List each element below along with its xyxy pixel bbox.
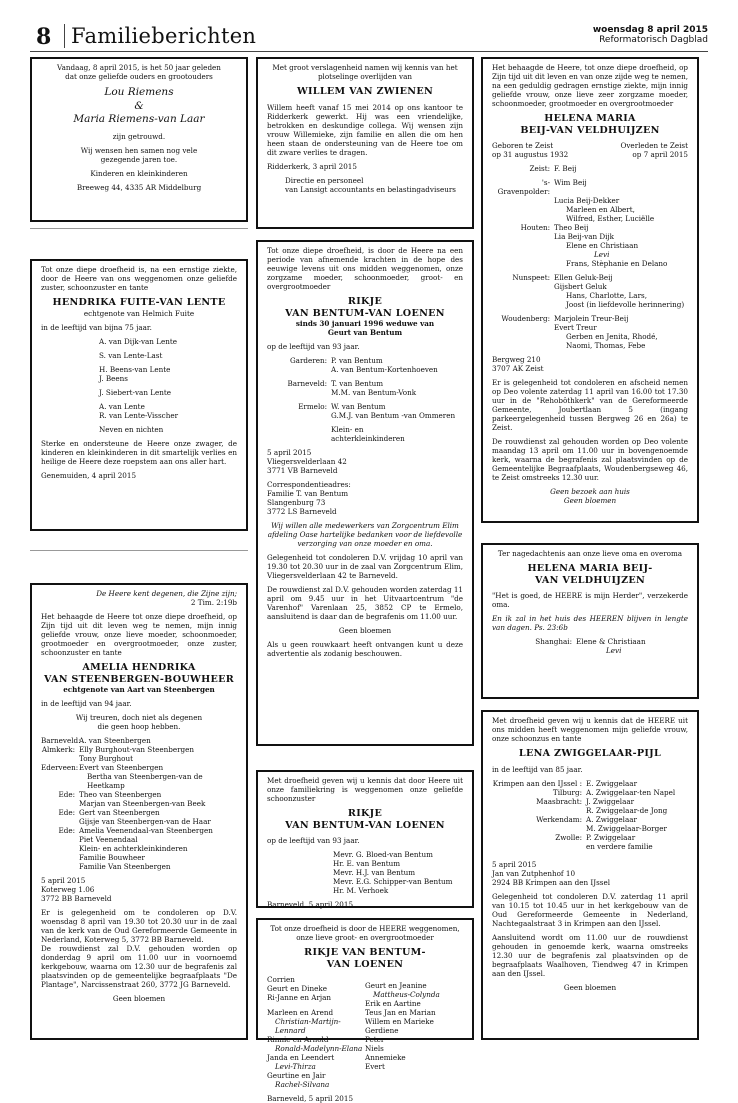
spouse-line: echtgenote van Helmich Fuite	[83, 308, 195, 318]
family-place	[492, 282, 554, 291]
signature: Levi	[606, 646, 622, 655]
birth-line: op 31 augustus 1932	[492, 150, 569, 159]
grandchild-line: Evert	[365, 1062, 385, 1071]
family-place	[492, 332, 554, 341]
service-text: Aansluitend wordt om 11.00 uur de rouwdienst gehouden in genoemde kerk, waarna omstreeks 12.30 uur de begrafenis zal plaatsvinden op de begraafplaats Waalhoven, Tiendweg 47 in Krimpen aan den IJssel.	[492, 932, 688, 978]
family-member: J. Zwiggelaar	[586, 796, 635, 806]
family-place	[492, 323, 554, 332]
visit-note: Geen bezoek aan huis	[550, 487, 630, 496]
grandchild-line: Corrien	[267, 975, 295, 984]
address-line: 3771 VB Barneveld	[267, 466, 338, 475]
family-row	[492, 164, 688, 173]
family-row	[492, 273, 688, 282]
spouse-line: sinds 30 januari 1996 weduwe van	[295, 319, 435, 328]
family-row	[492, 300, 688, 309]
deceased-name: VAN VELDHUIJZEN	[534, 574, 646, 586]
spouse-line: echtgenote van Aart van Steenbergen	[63, 685, 215, 694]
family-row	[41, 835, 237, 844]
grandchild-line: Annemieke	[365, 1053, 406, 1062]
family-member: G.M.J. van Bentum -van Ommeren	[331, 411, 456, 420]
intro-text: Tot onze diepe droefheid, is door de Heere na een periode van afnemende krachten in de hope des eeuwige levens uit ons midden weggenomen, onze zorgzame moeder, schoonmoeder, groot- en overgrootmoeder	[267, 246, 463, 291]
family-row	[267, 434, 463, 443]
divider	[30, 550, 248, 551]
text-line: Vandaag, 8 april 2015, is het 50 jaar geleden	[57, 63, 221, 72]
verse-reference: 2 Tim. 2:19b	[190, 598, 237, 607]
family-member: M. Zwiggelaar-Borger	[586, 823, 667, 833]
family-place	[267, 411, 331, 420]
text-line: Wij wensen hen samen nog vele	[80, 145, 198, 155]
family-row	[492, 223, 688, 232]
grandchild-line: Teus Jan en Marian	[365, 1008, 436, 1017]
age-line: op de leeftijd van 93 jaar.	[267, 836, 360, 845]
family-row	[267, 365, 463, 374]
text-line: Wij treuren, doch niet als degenen	[75, 713, 203, 722]
intro-text: Tot onze droefheid is door de HEERE weggenomen, onze lieve groot- en overgrootmoeder	[270, 924, 460, 942]
grandchild-line: Rinnie en Arnold	[267, 1035, 329, 1044]
family-place: Ede:	[58, 826, 75, 835]
family-place	[41, 844, 79, 853]
family-member: Gerben en Jenita, Rhodé,	[566, 332, 658, 341]
family-row	[492, 232, 688, 241]
family-place: Nunspeet:	[512, 273, 550, 282]
signature: Directie en personeel	[285, 175, 364, 185]
grandchild-line: Erik en Aartine	[365, 999, 421, 1008]
family-place	[492, 205, 554, 214]
intro-text: Tot onze diepe droefheid is, na een ernstige ziekte, door de Heere van ons weggenomen onze geliefde zuster, schoonzuster en tante	[41, 265, 237, 292]
family-member: Hans, Charlotte, Lars,	[566, 291, 647, 300]
person-name: Maria Riemens-van Laar	[73, 113, 205, 126]
address-line: Vliegersvelderlaan 42	[267, 457, 347, 466]
family-member: A. van Steenbergen	[79, 736, 151, 745]
grandchild-line: Willem en Marieke	[365, 1017, 434, 1026]
family-row	[41, 799, 237, 808]
family-row	[492, 332, 688, 341]
memorial-beij	[481, 543, 699, 699]
family-place: Ede:	[58, 808, 75, 817]
person-name: Lou Riemens	[104, 86, 174, 98]
date-line: 5 april 2015	[267, 448, 312, 457]
service-text: De rouwdienst zal D.V. gehouden worden op donderdag 9 april om 11.00 uur in voornoemd kerkgebouw, waarna om 12.30 uur de begrafenis zal plaatsvinden op de gemeentelijke begraafplaats "De Plantage", Narcissenstraat 260, 3772 JG Barneveld.	[41, 944, 237, 989]
closing-text: Sterke en ondersteune de Heere onze zwager, de kinderen en kleinkinderen in dit smartelijk verlies en heilige de Heere deze roepstem aan ons aller hart.	[41, 438, 237, 466]
family-place: Krimpen aan den IJssel :	[492, 778, 582, 788]
family-member: Theo Beij	[554, 223, 589, 232]
family-member: T. van Bentum	[331, 379, 384, 388]
family-member: A. Zwiggelaar-ten Napel	[586, 787, 676, 797]
family-row	[492, 291, 688, 300]
grandchild-line: Geurtine en Jair	[267, 1071, 326, 1080]
text-line: zijn getrouwd.	[112, 131, 166, 141]
family-member: Familie Van Steenbergen	[79, 862, 171, 871]
family-row	[41, 844, 237, 853]
issue-date: woensdag 8 april 2015	[592, 25, 708, 35]
body-text: Willem heeft vanaf 15 mei 2014 op ons kantoor te Ridderkerk gewerkt. Hij was een vriendelijke, betrokken en deskundige collega. Wij wensen zijn vrouw Willemieke, zijn familie en allen die om hen heen staan de ondersteuning van de Heere toe om dit zware verlies te dragen.	[267, 102, 463, 157]
family-line: A. van Lente	[99, 401, 145, 411]
family-row	[492, 259, 688, 268]
family-member: Klein- en achterkleinkinderen	[79, 844, 188, 853]
family-line: Hr. E. van Bentum	[333, 859, 401, 868]
family-place: Zwolle:	[555, 832, 582, 842]
family-row	[267, 388, 463, 397]
text-line: dat onze geliefde ouders en grootouders	[65, 72, 213, 81]
family-member: Amelia Veenendaal-van Steenbergen	[79, 826, 213, 835]
section-title: Familieberichten	[64, 24, 256, 48]
grandchild-line: Niels	[365, 1044, 384, 1053]
family-place	[492, 842, 586, 851]
family-place: Maasbracht:	[536, 796, 582, 806]
family-row	[492, 205, 688, 214]
family-place	[41, 835, 79, 844]
family-member: Marjolein Treur-Beij	[554, 314, 629, 323]
deceased-name: HENDRIKA FUITE-VAN LENTE	[52, 297, 226, 308]
deceased-name: VAN STEENBERGEN-BOUWHEER	[43, 673, 234, 685]
family-member: Wim Beij	[554, 178, 587, 187]
family-place: Werkendam:	[536, 814, 582, 824]
family-place	[267, 434, 331, 443]
family-place	[267, 425, 331, 434]
family-place: Tilburg:	[552, 787, 582, 797]
condolence-text: Gelegenheid tot condoleren D.V. zaterdag 11 april van 10.15 tot 10.45 uur in het kerkgebouw van de Oud Gereformeerde Gemeente in Nederland, Nachtegaalstraat 3 in Krimpen aan den IJssel.	[492, 891, 688, 928]
family-place	[41, 772, 79, 790]
family-line: S. van Lente-Last	[99, 350, 163, 360]
age-line: in de leeftijd van bijna 75 jaar.	[41, 322, 152, 332]
family-member: R. Zwiggelaar-de Jong	[586, 805, 668, 815]
family-member: Bertha van Steenbergen-van de Heetkamp	[87, 772, 203, 790]
family-member: A. van Bentum-Kortenhoeven	[331, 365, 438, 374]
deceased-name: AMELIA HENDRIKA	[82, 662, 196, 673]
family-place	[41, 754, 79, 763]
page-header	[30, 24, 708, 52]
family-place	[267, 388, 331, 397]
family-member: achterkleinkinderen	[331, 434, 405, 443]
place-date: Genemuiden, 4 april 2015	[41, 470, 137, 480]
deceased-name: LENA ZWIGGELAAR-PIJL	[518, 748, 662, 759]
grandchildren-right	[365, 975, 463, 1089]
family-member: A. Zwiggelaar	[586, 814, 637, 824]
family-member: Gijsbert Geluk	[554, 282, 607, 291]
service-text: De rouwdienst zal gehouden worden op Deo volente maandag 13 april om 11.00 uur in bovengenoemde kerk, waarna de begrafenis zal plaatsvinden op de Gemeentelijke Begraafplaats, Woudenbergseweg 46, te Zeist omstreeks 12.30 uur.	[492, 437, 688, 482]
newspaper-name: Reformatorisch Dagblad	[599, 35, 708, 45]
family-member: Evert Treur	[554, 323, 597, 332]
deceased-name: VAN BENTUM-VAN LOENEN	[285, 307, 445, 319]
family-member: Tony Burghout	[79, 754, 133, 763]
thanks-text: Wij willen alle medewerkers van Zorgcentrum Elim afdeling Oase hartelijke bedanken voor de liefdevolle verzorging van onze moeder en oma.	[267, 521, 463, 548]
family-member: Joost (in liefdevolle herinnering)	[566, 300, 685, 309]
family-row	[492, 824, 688, 833]
family-place	[41, 862, 79, 871]
address-label: Correspondentieadres:	[267, 480, 351, 489]
deceased-name: WILLEM VAN ZWIENEN	[296, 86, 434, 97]
place-label: Shanghai:	[535, 637, 572, 646]
address-line: Koterweg 1.06	[41, 885, 95, 894]
family-place	[492, 341, 554, 350]
signature: Elene & Christiaan	[576, 637, 646, 646]
family-place	[492, 214, 554, 223]
family-member: Lucia Beij-Dekker	[554, 196, 620, 205]
death-line: Overleden te Zeist	[620, 141, 688, 150]
grandchild-line: Rachel-Silvana	[275, 1080, 330, 1089]
deceased-name: VAN BENTUM-VAN LOENEN	[285, 819, 445, 831]
family-line: J. Beens	[99, 373, 128, 383]
address-line: 3707 AK Zeist	[492, 364, 544, 373]
anniversary-notice	[30, 57, 248, 222]
family-row	[492, 178, 688, 196]
grandchild-line: Marleen en Arend	[267, 1008, 334, 1017]
deceased-name: RIKJE	[347, 808, 383, 819]
family-line: Mevr. E.G. Schipper-van Bentum	[333, 877, 453, 886]
grandchildren-left	[267, 975, 365, 1089]
address-line: Slangenburg 73	[267, 498, 326, 507]
family-member: Frans, Stèphanie en Delano	[566, 259, 668, 268]
family-member: Marleen en Albert,	[566, 205, 635, 214]
grandchild-line: Geurt en Dineke	[267, 984, 327, 993]
family-row	[41, 763, 237, 772]
condolence-text: Er is gelegenheid om te condoleren op D.V. woensdag 8 april van 19.30 tot 20.30 uur in de zaal van de kerk van de Oud Gereformeerde Gemeente in Nederland, Koterweg 5, 3772 BB Barneveld.	[41, 908, 237, 944]
family-row	[267, 402, 463, 411]
grandchild-line: Levi-Thirza	[275, 1062, 316, 1071]
family-row	[267, 356, 463, 365]
place-date: Ridderkerk, 3 april 2015	[267, 161, 357, 171]
condolence-text: Gelegenheid tot condoleren D.V. vrijdag 10 april van 19.30 tot 20.30 uur in de zaal van Zorgcentrum Elim, Vliegersvelderlaan 42 te Barneveld.	[267, 553, 463, 580]
family-member: W. van Bentum	[331, 402, 386, 411]
date-line: 5 april 2015	[41, 876, 86, 885]
grandchild-line: Mattheus-Colynda	[373, 990, 440, 999]
family-place	[492, 241, 554, 250]
family-member: Piet Veenendaal	[79, 835, 138, 844]
family-row	[492, 323, 688, 332]
family-place: Ermelo:	[298, 402, 327, 411]
flowers-note: Geen bloemen	[112, 994, 166, 1003]
signature: van Lansigt accountants en belastingadviseurs	[285, 184, 456, 194]
family-place	[492, 291, 554, 300]
family-member: P. van Bentum	[331, 356, 383, 365]
family-member: en verdere familie	[586, 841, 653, 851]
family-member: Theo van Steenbergen	[79, 790, 162, 799]
family-row	[267, 425, 463, 434]
family-member: M.M. van Bentum-Vonk	[331, 388, 417, 397]
family-place	[267, 365, 331, 374]
family-list	[267, 356, 463, 443]
family-place: Garderen:	[289, 356, 327, 365]
divider	[30, 228, 248, 229]
obituary-steenbergen	[30, 583, 248, 1040]
notice-text: Als u geen rouwkaart heeft ontvangen kunt u deze advertentie als zodanig beschouwen.	[267, 640, 463, 658]
family-list	[492, 164, 688, 350]
family-member: Evert van Steenbergen	[79, 763, 164, 772]
deceased-name: RIKJE VAN BENTUM-	[304, 947, 426, 958]
family-row	[41, 790, 237, 799]
family-member: F. Beij	[554, 164, 577, 173]
quote-text: "Het is goed, de HEERE is mijn Herder", verzekerde oma.	[492, 591, 688, 609]
family-line: R. van Lente-Visscher	[99, 410, 179, 420]
service-text: De rouwdienst zal D.V. gehouden worden zaterdag 11 april om 9.45 uur in het Uitvaartcentrum "de Varenhof" Varenlaan 25, 3852 CP te Ermelo, aansluitend is daar dan de begrafenis om 11.00 uur.	[267, 585, 463, 621]
intro-text: Ter nagedachtenis aan onze lieve oma en overoma	[497, 549, 683, 558]
family-member: Wilfred, Esther, Luciëlle	[566, 214, 655, 223]
signature: Kinderen en kleinkinderen	[90, 168, 188, 178]
family-row	[492, 842, 688, 851]
family-row	[492, 250, 688, 259]
flowers-note: Geen bloemen	[338, 626, 392, 635]
grandchild-line: Gerdiene	[365, 1026, 399, 1035]
flowers-note: Geen bloemen	[563, 982, 617, 992]
address-line: 3772 LS Barneveld	[267, 507, 337, 516]
family-place: Ede:	[58, 790, 75, 799]
deceased-name: HELENA MARIA BEIJ-	[527, 563, 653, 574]
intro-text: Het behaagde de Heere, tot onze diepe droefheid, op Zijn tijd uit dit leven en van onze zijde weg te nemen, na een geduldig gedragen ernstige ziekte, mijn innig geliefde vrouw, onze lieve zeer zorgzame moeder, schoonmoeder, grootmoeder en overgrootmoeder	[492, 63, 688, 108]
text-line: gezegende jaren toe.	[100, 154, 178, 164]
family-line: H. Beens-van Lente	[99, 364, 171, 374]
intro-text: Met droefheid geven wij u kennis dat de HEERE uit ons midden heeft weggenomen mijn geliefde vrouw, onze schoonzus en tante	[492, 716, 688, 743]
obituary-bentum-family	[256, 770, 474, 908]
spouse-line: Geurt van Bentum	[327, 328, 403, 337]
grandchild-line: Geurt en Jeanine	[365, 981, 427, 990]
place-date: Barneveld, 5 april 2015	[267, 1094, 354, 1103]
family-row	[41, 736, 237, 745]
death-line: op 7 april 2015	[632, 150, 688, 159]
family-place	[41, 817, 79, 826]
family-row	[492, 241, 688, 250]
family-member: Ellen Geluk-Beij	[554, 273, 613, 282]
family-row	[492, 341, 688, 350]
family-place	[492, 806, 586, 815]
family-place	[492, 824, 586, 833]
address-line: 2924 BB Krimpen aan den IJssel	[492, 877, 611, 887]
obituary-beij	[481, 57, 699, 523]
family-place	[41, 853, 79, 862]
family-row	[492, 788, 688, 797]
deceased-name: VAN LOENEN	[326, 958, 404, 970]
family-row	[267, 411, 463, 420]
bible-verse: De Heere kent degenen, die Zijne zijn;	[96, 589, 237, 598]
obituary-zwiggelaar	[481, 710, 699, 1040]
family-place: Ederveen:	[41, 763, 79, 772]
flowers-note: Geen bloemen	[563, 496, 617, 505]
address-line: 3772 BB Barneveld	[41, 894, 112, 903]
place-date: Barneveld, 5 april 2015	[267, 900, 354, 909]
family-row	[492, 833, 688, 842]
family-row	[267, 379, 463, 388]
family-place: Barneveld:	[41, 736, 81, 745]
date-line: 5 april 2015	[492, 859, 537, 869]
family-row	[41, 808, 237, 817]
family-row	[492, 806, 688, 815]
grandchild-line: Christian-Martijn-Lennard	[275, 1017, 341, 1035]
family-line: A. van Dijk-van Lente	[99, 336, 178, 346]
family-member: Lia Beij-van Dijk	[554, 232, 615, 241]
family-row	[41, 754, 237, 763]
bible-verse: En ik zal in het huis des HEEREN blijven in lengte van dagen. Ps. 23:6b	[492, 614, 688, 632]
family-row	[492, 797, 688, 806]
family-member: Gijsje van Steenbergen-van de Haar	[79, 817, 211, 826]
family-row	[492, 779, 688, 788]
page-number: 8	[36, 24, 52, 50]
family-place: Barneveld:	[287, 379, 327, 388]
family-member: Naomi, Thomas, Febe	[566, 341, 646, 350]
family-row	[41, 826, 237, 835]
obituary-zwienen	[256, 57, 474, 229]
grandchild-line: Ronald-Madelynn-Elana	[275, 1044, 363, 1053]
age-line: in de leeftijd van 94 jaar.	[41, 699, 132, 708]
family-place	[492, 300, 554, 309]
grandchild-line: Janda en Leendert	[267, 1053, 335, 1062]
family-row	[492, 282, 688, 291]
birth-line: Geboren te Zeist	[492, 141, 554, 150]
family-line: Mevr. G. Bloed-van Bentum	[333, 850, 433, 859]
family-place: Almkerk:	[41, 745, 75, 754]
family-member: Elene en Christiaan	[566, 241, 639, 250]
condolence-text: Er is gelegenheid tot condoleren en afscheid nemen op Deo volente zaterdag 11 april van 16.00 tot 17.30 uur in de "Rehobôthkerk" van de Gereformeerde Gemeente, Joubertlaan 5 (ingang parkeergelegenheid tussen Bergweg 26 en 26a) te Zeist.	[492, 378, 688, 432]
family-list	[492, 779, 688, 851]
obituary-fuite	[30, 259, 248, 531]
text-line: die geen hoop hebben.	[97, 722, 181, 731]
address-line: Familie T. van Bentum	[267, 489, 349, 498]
obituary-bentum	[256, 240, 474, 746]
family-place: Woudenberg:	[501, 314, 550, 323]
grandchild-line: Peter	[365, 1035, 385, 1044]
family-place: Zeist:	[529, 164, 550, 173]
family-row	[41, 745, 237, 754]
family-member: E. Zwiggelaar	[586, 778, 638, 788]
intro-text: Met groot verslagenheid namen wij kennis van het plotselinge overlijden van	[272, 63, 458, 81]
family-row	[41, 817, 237, 826]
family-member: Elly Burghout-van Steenbergen	[79, 745, 195, 754]
intro-text: Het behaagde de Heere tot onze diepe droefheid, op Zijn tijd uit dit leven weg te nemen, mijn innig geliefde vrouw, onze lieve moeder, schoonmoeder, grootmoeder en overgrootmoeder, onze zuster, schoonzuster en tante	[41, 612, 237, 657]
family-place	[492, 196, 554, 205]
family-row	[492, 815, 688, 824]
family-line: Hr. M. Verhoek	[333, 886, 389, 895]
family-place: Houten:	[520, 223, 550, 232]
ampersand: &	[134, 99, 144, 112]
family-row	[492, 214, 688, 223]
address-line: Jan van Zutphenhof 10	[492, 868, 576, 878]
deceased-name: BEIJ-VAN VELDHUIJZEN	[520, 124, 660, 136]
family-row	[41, 862, 237, 871]
family-member: Gert van Steenbergen	[79, 808, 160, 817]
deceased-name: RIKJE	[347, 296, 383, 307]
family-row	[492, 314, 688, 323]
family-list	[41, 736, 237, 871]
grandchild-line: Ri-Janne en Arjan	[267, 993, 332, 1002]
age-line: op de leeftijd van 93 jaar.	[267, 342, 360, 351]
family-row	[41, 853, 237, 862]
family-member: Klein- en	[331, 425, 364, 434]
address: Breeweg 44, 4335 AR Middelburg	[76, 182, 202, 192]
family-place	[492, 259, 554, 268]
family-place	[492, 232, 554, 241]
address-line: Bergweg 210	[492, 355, 541, 364]
family-member: P. Zwiggelaar	[586, 832, 636, 842]
deceased-name: HELENA MARIA	[544, 113, 636, 124]
intro-text: Met droefheid geven wij u kennis dat door Heere uit onze familiekring is weggenomen onze geliefde schoonzuster	[267, 776, 463, 803]
family-row	[41, 772, 237, 790]
issue-info	[593, 25, 708, 45]
family-line: Neven en nichten	[99, 424, 164, 434]
family-member: Levi	[594, 250, 610, 259]
family-line: Mevr. H.J. van Bentum	[333, 868, 416, 877]
family-member: Familie Bouwheer	[79, 853, 145, 862]
family-place	[41, 799, 79, 808]
family-place	[492, 250, 554, 259]
family-row	[492, 196, 688, 205]
family-place: 's-Gravenpolder:	[497, 178, 550, 196]
family-line: J. Siebert-van Lente	[99, 387, 172, 397]
age-line: in de leeftijd van 85 jaar.	[492, 764, 583, 774]
family-member: Marjan van Steenbergen-van Beek	[79, 799, 206, 808]
obituary-bentum-grandchildren	[256, 918, 474, 1103]
